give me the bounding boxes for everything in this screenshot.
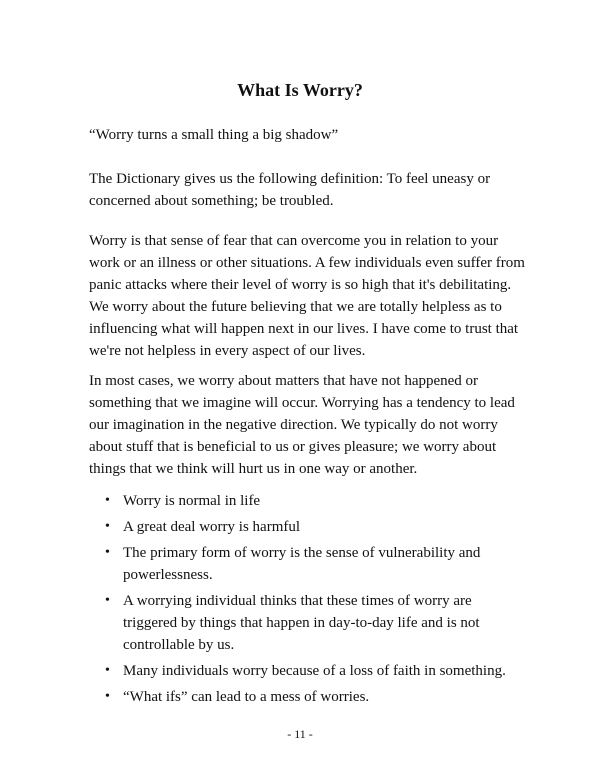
bullet-icon: • (105, 545, 110, 560)
bullet-icon: • (105, 493, 110, 508)
bullet-icon: • (105, 689, 110, 704)
bullet-icon: • (105, 663, 110, 678)
bullet-icon: • (105, 519, 110, 534)
paragraph-fear: Worry is that sense of fear that can overcome you in relation to your work or an illness or other situations. A few individuals even suffer from panic attacks where their level of worry is so high that it's debilitating. We worry about the future believing that we are totally helpless as to influencing what will happen next in our lives. I have come to trust that we're not helpless in every aspect of our lives. (89, 233, 525, 359)
list-item: • Worry is normal in life (89, 490, 529, 512)
list-item: • The primary form of worry is the sense of vulnerability and powerlessness. (89, 542, 529, 586)
bullet-list (89, 490, 529, 712)
page-title: What Is Worry? (237, 80, 363, 100)
paragraph-definition: The Dictionary gives us the following definition: To feel uneasy or concerned about something; be troubled. (89, 171, 491, 209)
list-item: • A great deal worry is harmful (89, 516, 529, 538)
paragraph-imagination: In most cases, we worry about matters that have not happened or something that we imagine will occur. Worrying has a tendency to lead our imagination in the negative direction. We typically do not worry about stuff that is beneficial to us or gives pleasure; we worry about things that we think will hurt us in one way or another. (89, 373, 515, 477)
list-item: • Many individuals worry because of a loss of faith in something. (89, 660, 529, 682)
page-number: - 11 - (287, 727, 313, 741)
list-item: • “What ifs” can lead to a mess of worries. (89, 686, 529, 708)
quote: “Worry turns a small thing a big shadow” (89, 127, 339, 143)
bullet-icon: • (105, 593, 110, 608)
list-item: • A worrying individual thinks that these times of worry are triggered by things that happen in day-to-day life and is not controllable by us. (89, 590, 529, 656)
